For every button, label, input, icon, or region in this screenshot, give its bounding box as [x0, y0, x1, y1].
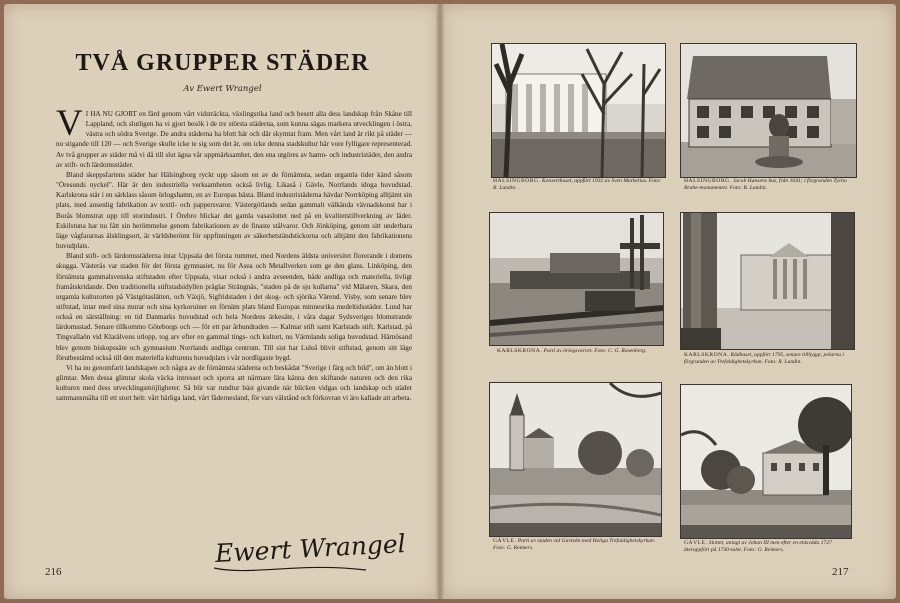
article-body: [56, 109, 412, 539]
caption-gavle-2: [684, 540, 849, 554]
drop-cap: V: [56, 109, 83, 144]
author-signature: Ewert Wrangel: [214, 529, 407, 568]
paragraph-3: Bland stift- och lärdomsstäderna intar Uppsala det första rummet, med Nordens äldsta universitet florerande i domens skugga. Västerås var staden för det första gymnasiet, nu för Asea och Metallverken som ge den glans. Linköping, den förnämsta gammalsvenska stiftstaden efter Uppsala, visar också i andra avseenden, både andliga och materiella, livligt framåtskridande. Den traditionella stiftstadsidyllen präglar Strängnäs, "staden på de sju kullarna" vid Mälaren, Skara, den urgamla kulturorten på Västgötaslätten, och Växjö, Sigfridstaden i det skog- och sjörika Värend. Visby, som senare blev stiftstad, intar med sina murar och sina kyrkoruiner en förnäm plats bland Europas minnesrika medeltidsstäder. Lund har också en särställning: en tid Danmarks huvudstad och hela Nordens ärkesäte, i våra dagar Sydsveriges blomstrande lärdomsstad. Senare tillkommo Göteborgs och — för ett par århundraden — Kalmar stift samt Karlstads stift. Karlstad, på Tingvallaön vid Klarälvens utlopp, tog arv efter en gammal tings- och kultort, nu Värmlands soliga huvudstad. Härnösand blev genom biskopssäte och gymnasium Norrlands andliga centrum. Till sist har Luleå blivit stiftstad, genom sitt läge förutbestämd också till den materiella kulturens huvudplats i vår nordligaste bygd.: [56, 252, 412, 362]
photo-karlskrona-town-hall: [680, 212, 855, 350]
page-number-right: 217: [832, 566, 849, 578]
photo-karlskrona-naval-yard: [489, 212, 664, 346]
caption-text: Slottet, anlagt av Johan III men efter en eldsvåda 1727 återuppfört på 1730-talet. Foto: G. Reimers.: [684, 540, 832, 553]
page-number-left: 216: [45, 566, 62, 578]
caption-helsingborg-2: [684, 178, 854, 192]
caption-text: Parti av staden vid Gavleån med Heliga Trefaldighetskyrkan. Foto: G. Reimers.: [493, 538, 656, 551]
caption-karlskrona-1: [497, 348, 657, 355]
paragraph-1: V I HA NU GJORT en färd genom vårt vidsträckta, växlingsrika land och besett alla dess landskap från Skåne till Lappland, och slutligen ha vi gjort besök i de tre största städerna, som kunna sägas markera utvecklingen i östra, västra och södra Sverige. De andra städerna ha blott här och där skymtat fram. Men vårt land är rikt på städer — nu stigande till 120 — och Sverige skulle icke te sig som det är, om icke denna stadskultur här vore fylligare representerad. Av två grupper av städer må vi då till slut ägna vår uppmärksamhet, den ena utgöres av hamn- och industristäder, den andra av stift- och lärdomsstäder.: [56, 109, 412, 169]
caption-place: KARLSKRONA.: [497, 348, 543, 354]
caption-place: GÄVLE.: [684, 540, 708, 546]
photo-helsingborg-concert-hall: [491, 43, 666, 178]
caption-text: Konserthuset, uppfört 1932 av Sven Markelius. Foto: R. Lundin.: [493, 178, 662, 191]
article-byline: Av Ewert Wrangel: [183, 84, 262, 94]
caption-place: GÄVLE.: [493, 538, 517, 544]
caption-place: HÄLSINGBORG.: [684, 178, 732, 184]
caption-gavle-1: [493, 538, 661, 552]
caption-karlskrona-2: [684, 352, 854, 366]
photo-gavle-castle: [680, 384, 852, 539]
caption-place: KARLSKRONA.: [684, 352, 730, 358]
caption-text: Parti av örlogsvarvet. Foto: C. G. Rosenberg.: [543, 348, 647, 354]
caption-text: Jacob Hansens hus, från 1641; i förgrunden Tycho Brahe-monumentet. Foto: R. Lundin.: [684, 178, 847, 191]
paragraph-4: Vi ha nu genomfarit landskapen och några av de förnämsta städerna och beskådat "Sverige i färg och bild", om än blott i glimtar. Men dessa glimtar skola väcka intresset och sporra att närmare lära känna den skiftande naturen och den rika kulturen med dess utvecklingsmöjligheter. Så blir var rundtur bäst givande när blicken vidgas och landskap och städer sammansmälta till ett stort helt: vårt härliga land, vårt fädernesland, för vars välstånd och förkovran vi äro kallade att arbeta.: [56, 363, 412, 403]
photo-gavle-river-church: [489, 382, 662, 537]
signature-flourish: [210, 560, 370, 580]
caption-place: HÄLSINGBORG.: [493, 178, 541, 184]
photo-jacob-hansens-hus: [680, 43, 857, 178]
caption-text: Rådhuset, uppfört 1795, senare tillbyggt, pelarna i förgrunden av Trefaldighetskyrkan. Foto: R. Lundin.: [684, 352, 844, 365]
paragraph-2: Bland skeppsfartens städer har Hälsingborg ryckt upp såsom en av de förnämsta, sedan urgamla tider känd såsom "Öresunds nyckel". Här är den industriella verksamheten också livlig. Likaså i Gävle, Norrlands idoga huvudstad. Karlskrona står i en särklass såsom örlogshamn, en av Europas bästa. Bland industristäderna hävdar Norrköping alltjämt sin plats, med ansenlig fabrikation av textil- och pappersvaror. Västergötlands sedan gammalt välkända vävnadskonst har i Borås blomstrat upp till storindustri. I Örebro blickar det gamla vasaslottet ned på en kvalitetstillverkning av läder. Eskilstuna har nu fått sin berömmelse genom fabrikationen av de finaste stålvaror. Och Jönköping, genom sitt underbara läge vågfararnas älsklingsort, är världsberömt för uppfinningen av säkerhetständstickorna och alltjämt den fabrikationens huvudplats.: [56, 170, 412, 251]
caption-helsingborg-1: [493, 178, 663, 192]
article-title: TVÅ GRUPPER STÄDER: [75, 50, 370, 76]
